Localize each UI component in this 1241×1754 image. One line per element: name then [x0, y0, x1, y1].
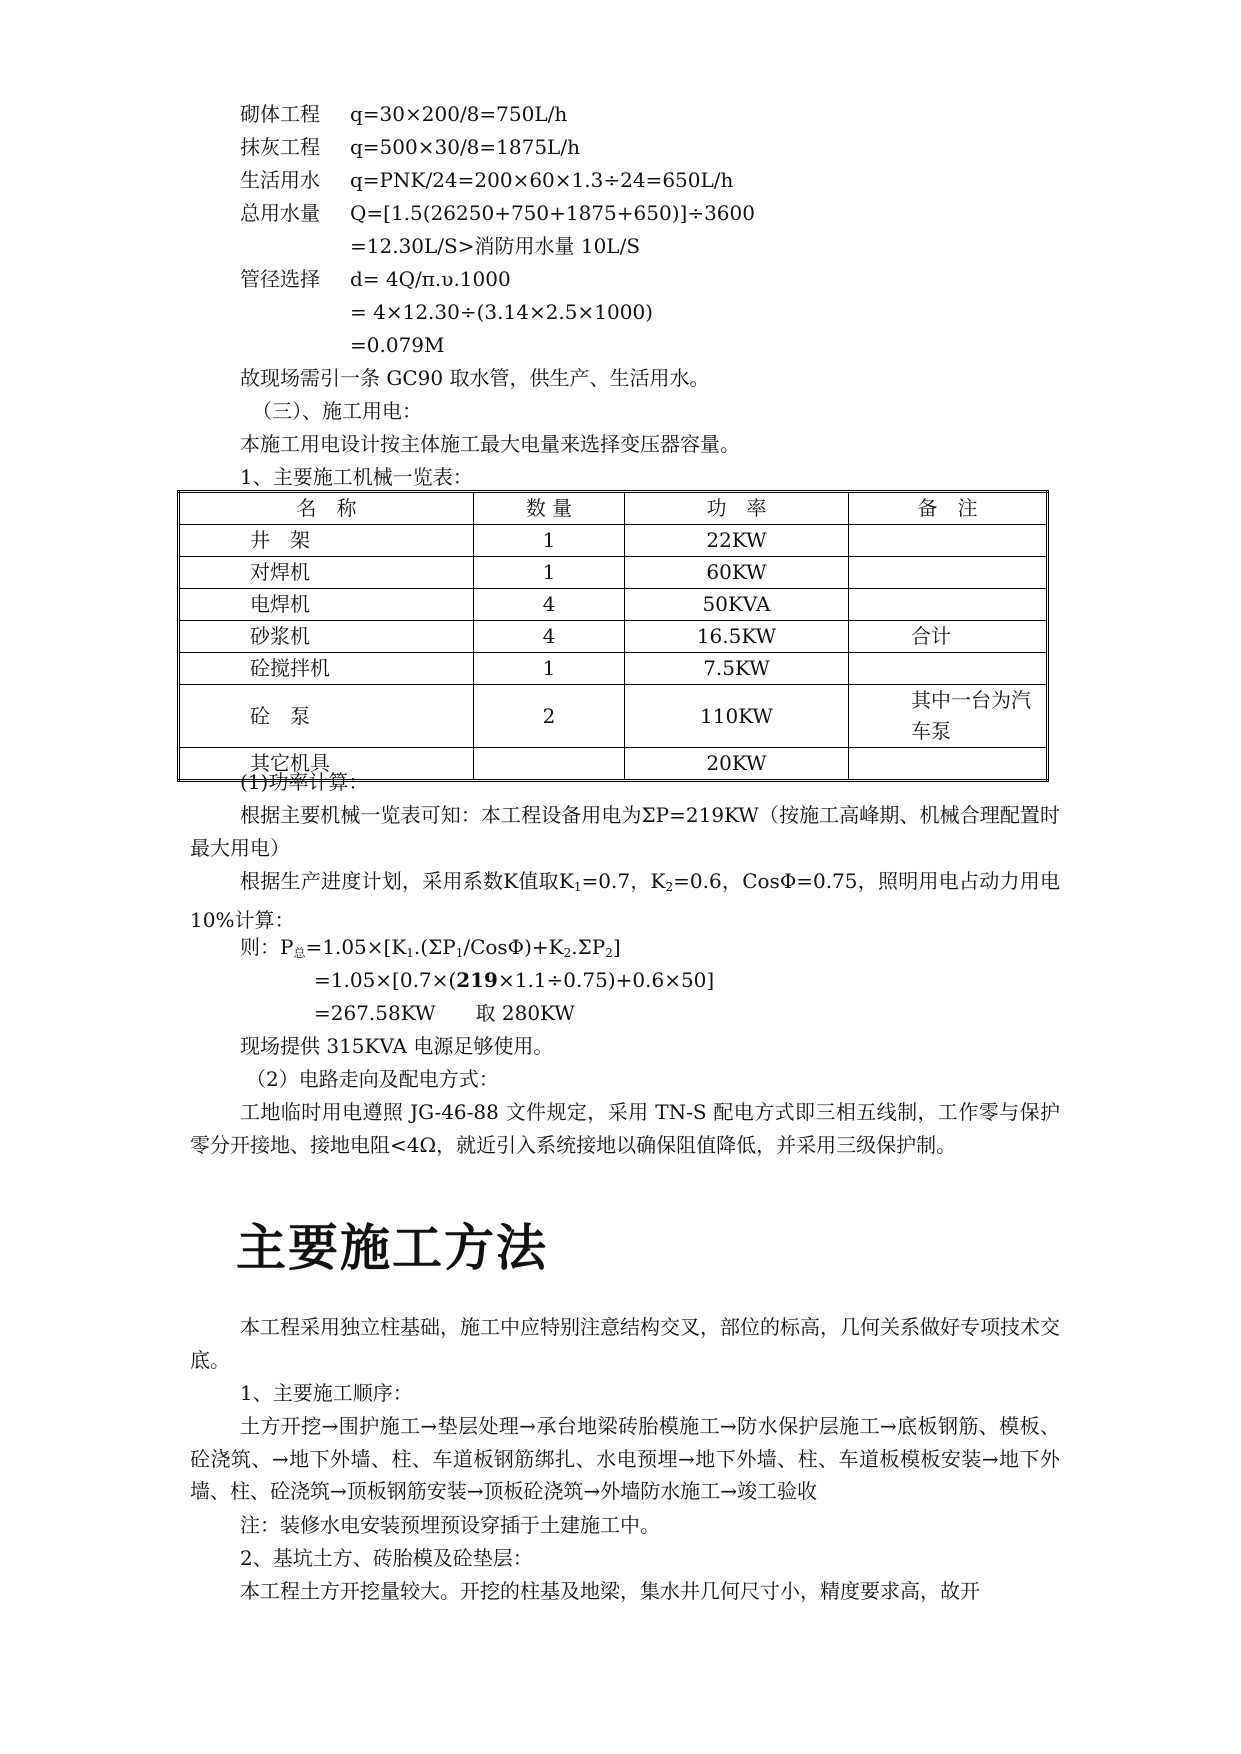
pit-paragraph: 本工程土方开挖量较大。开挖的柱基及地梁，集水井几何尺寸小，精度要求高，故开	[240, 1579, 980, 1603]
cell-power: 50KVA	[625, 589, 849, 621]
water-domestic-line	[240, 164, 733, 196]
cell-qty: 1	[474, 525, 625, 557]
water-total-result: =12.30L/S>消防用水量 10L/S	[350, 234, 641, 258]
sequence-title: 1、主要施工顺序：	[240, 1381, 413, 1405]
water-masonry-label: 砌体工程	[240, 102, 320, 126]
water-pipe-step: = 4×12.30÷(3.14×2.5×1000)	[350, 300, 653, 324]
cell-power: 22KW	[625, 525, 849, 557]
water-domestic-label: 生活用水	[240, 168, 320, 192]
cell-power: 7.5KW	[625, 653, 849, 685]
cell-name: 电焊机	[179, 589, 474, 621]
table-row	[179, 621, 1048, 653]
cell-power: 110KW	[625, 685, 849, 748]
cell-note	[849, 525, 1048, 557]
table-header-row	[179, 492, 1048, 525]
cell-note	[849, 589, 1048, 621]
water-total-formula: Q=[1.5(26250+750+1875+650)]÷3600	[350, 201, 755, 225]
water-pipe-result: =0.079M	[350, 333, 445, 357]
calc-paragraph-2: 根据生产进度计划，采用系数K值取$K_1=0.7$，$K_2=0.6$，CosΦ=0.75，照明用电占动力用电 10%计算：	[190, 869, 1060, 932]
machinery-table	[177, 490, 1049, 782]
water-masonry-line	[240, 98, 567, 130]
water-masonry-formula: q=30×200/8=750L/h	[350, 102, 568, 126]
cell-power: 16.5KW	[625, 621, 849, 653]
cell-power: 60KW	[625, 557, 849, 589]
cell-name: 砂浆机	[179, 621, 474, 653]
cell-qty: 1	[474, 653, 625, 685]
cell-name: 其它机具	[179, 748, 474, 781]
power-equation-3: =267.58KW 取 280KW	[314, 1001, 575, 1025]
sequence-paragraph: 土方开挖→围护施工→垫层处理→承台地梁砖胎模施工→防水保护层施工→底板钢筋、模板、砼浇筑、→地下外墙、柱、车道板钢筋绑扎、水电预埋→地下外墙、柱、车道板模板安装→地下外墙、柱、砼浇筑→顶板钢筋安装→顶板砼浇筑→外墙防水施工→竣工验收	[190, 1414, 1060, 1503]
cell-note	[849, 653, 1048, 685]
water-total-label: 总用水量	[240, 201, 320, 225]
cell-note	[849, 557, 1048, 589]
power-supply-statement: 现场提供 315KVA 电源足够使用。	[240, 1034, 554, 1058]
table-row	[179, 525, 1048, 557]
machinery-table-title: 1、主要施工机械一览表：	[240, 465, 473, 489]
cell-power: 20KW	[625, 748, 849, 781]
cell-qty: 4	[474, 621, 625, 653]
table-row	[179, 589, 1048, 621]
water-pipe-formula: d= 4Q/π.υ.1000	[350, 267, 511, 291]
cell-note: 合计	[849, 621, 1048, 653]
methods-intro: 本工程采用独立柱基础，施工中应特别注意结构交叉，部位的标高，几何关系做好专项技术交底。	[190, 1315, 1060, 1372]
header-power: 功 率	[625, 492, 849, 525]
header-note: 备 注	[849, 492, 1048, 525]
cell-name: 砼搅拌机	[179, 653, 474, 685]
table-row	[179, 653, 1048, 685]
power-heading: （三）、施工用电：	[252, 399, 422, 423]
water-conclusion: 故现场需引一条 GC90 取水管，供生产、生活用水。	[240, 366, 710, 390]
calc-title: (1)功率计算：	[240, 770, 369, 794]
routing-title: （2）电路走向及配电方式：	[246, 1067, 499, 1091]
cell-qty: 4	[474, 589, 625, 621]
section-title: 主要施工方法	[236, 1219, 548, 1277]
cell-qty: 2	[474, 685, 625, 748]
power-intro: 本施工用电设计按主体施工最大电量来选择变压器容量。	[240, 432, 740, 456]
table-row	[179, 685, 1048, 748]
cell-note: 其中一台为汽车泵	[849, 685, 1048, 748]
power-equation-2: =1.05×[0.7×(219×1.1÷0.75)+0.6×50]	[314, 968, 715, 992]
cell-qty: 1	[474, 557, 625, 589]
pit-title: 2、基坑土方、砖胎模及砼垫层：	[240, 1546, 533, 1570]
sequence-note: 注：装修水电安装预埋预设穿插于土建施工中。	[240, 1513, 660, 1537]
header-name: 名 称	[179, 492, 474, 525]
cell-name: 井 架	[179, 525, 474, 557]
cell-name: 砼 泵	[179, 685, 474, 748]
cell-name: 对焊机	[179, 557, 474, 589]
power-equation-1: 则：$P_总=1.05\times[K_1.(\Sigma P_1/Cos\Phi)+K_2.\Sigma P_2]$	[240, 935, 621, 960]
cell-note	[849, 748, 1048, 781]
water-pipe-label: 管径选择	[240, 267, 320, 291]
table-row	[179, 557, 1048, 589]
routing-paragraph: 工地临时用电遵照 JG-46-88 文件规定，采用 TN-S 配电方式即三相五线制，工作零与保护零分开接地、接地电阻<4Ω，就近引入系统接地以确保阻值降低，并采用三级保护制。	[190, 1100, 1060, 1157]
water-plaster-label: 抹灰工程	[240, 135, 320, 159]
calc-paragraph-1: 根据主要机械一览表可知：本工程设备用电为ΣP=219KW（按施工高峰期、机械合理配置时最大用电）	[190, 803, 1060, 860]
water-total-line	[240, 197, 755, 229]
water-plaster-line	[240, 131, 580, 163]
water-plaster-formula: q=500×30/8=1875L/h	[350, 135, 580, 159]
water-domestic-formula: q=PNK/24=200×60×1.3÷24=650L/h	[350, 168, 734, 192]
cell-qty	[474, 748, 625, 781]
header-qty: 数 量	[474, 492, 625, 525]
water-pipe-line	[240, 263, 511, 295]
